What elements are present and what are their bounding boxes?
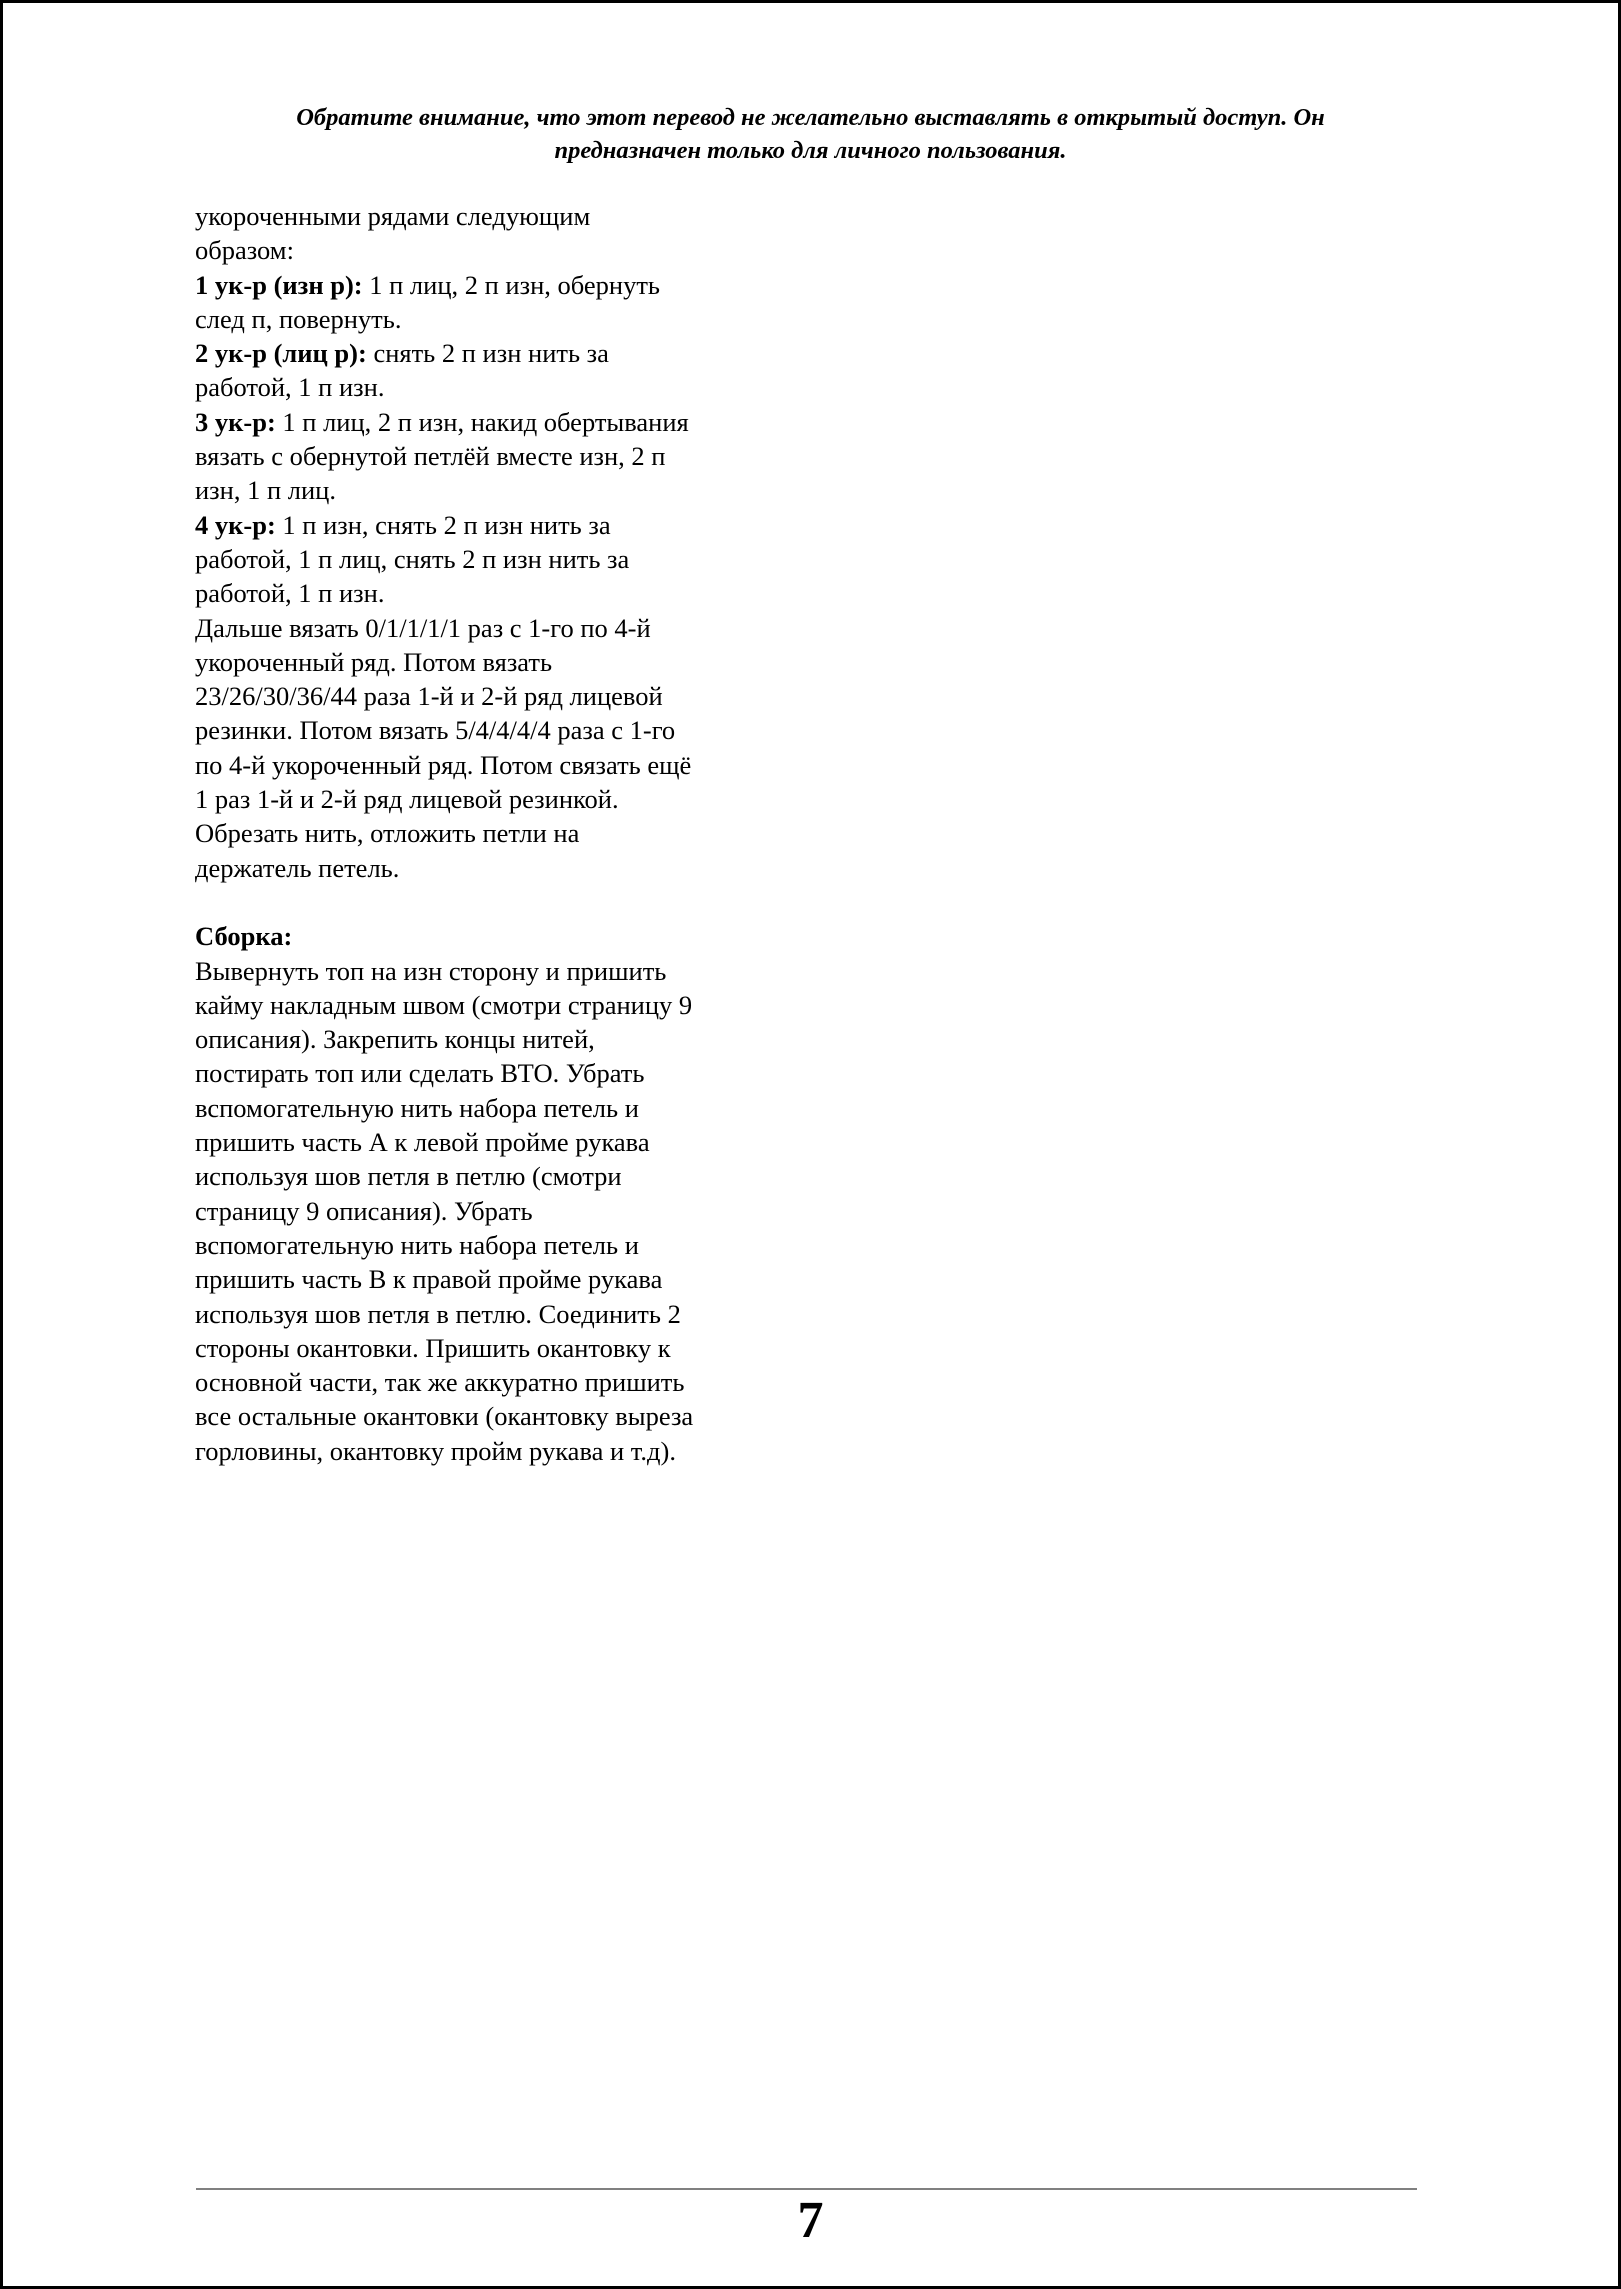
continue-line: по 4-й укороченный ряд. Потом связать ещё [195,749,692,780]
short-row-1-text: 1 п лиц, 2 п изн, обернуть [362,269,661,300]
short-row-4 [195,508,775,542]
short-row-2-continued: работой, 1 п изн. [195,372,385,403]
short-row-3-continued: изн, 1 п лиц. [195,475,336,506]
short-row-3-continued: вязать с обернутой петлёй вместе изн, 2 п [195,441,666,472]
assembly-line: кайму накладным швом (смотри страницу 9 [195,989,693,1020]
assembly-line: все остальные окантовки (окантовку выреза [195,1401,694,1432]
continue-line: резинки. Потом вязать 5/4/4/4/4 раза с 1-го [195,715,676,746]
short-row-2 [195,336,775,370]
short-row-2-text: снять 2 п изн нить за [366,338,609,369]
assembly-line: используя шов петля в петлю (смотри [195,1161,622,1192]
assembly-line: вспомогательную нить набора петель и [195,1092,639,1123]
notice-line-1: Обратите внимание, что этот перевод не желательно выставлять в открытый доступ. Он [296,104,1325,131]
intro-line: образом: [195,235,294,266]
assembly-line: постирать топ или сделать ВТО. Убрать [195,1058,645,1089]
page-number: 7 [797,2192,824,2249]
assembly-line: стороны окантовки. Пришить окантовку к [195,1332,671,1363]
assembly-line: вспомогательную нить набора петель и [195,1229,639,1260]
short-row-3 [195,405,775,439]
paragraph-spacer [195,885,775,919]
continue-line: укороченный ряд. Потом вязать [195,646,553,677]
short-row-3-text: 1 п лиц, 2 п изн, накид обертывания [275,406,689,437]
continue-line: Дальше вязать 0/1/1/1/1 раз с 1-го по 4-й [195,612,651,643]
translation-notice [3,101,1618,167]
assembly-line: пришить часть А к левой пройме рукава [195,1127,650,1158]
short-row-4-text: 1 п изн, снять 2 п изн нить за [275,509,611,540]
assembly-heading-text: Сборка: [195,921,293,952]
notice-line-2: предназначен только для личного пользования. [554,137,1067,164]
assembly-line: описания). Закрепить концы нитей, [195,1024,595,1055]
continue-line: Обрезать нить, отложить петли на [195,818,580,849]
assembly-line: используя шов петля в петлю. Соединить 2 [195,1298,681,1329]
short-row-4-continued: работой, 1 п изн. [195,578,385,609]
continue-line: 1 раз 1-й и 2-й ряд лицевой резинкой. [195,784,619,815]
continue-line: 23/26/30/36/44 раза 1-й и 2-й ряд лицевой [195,681,663,712]
short-row-4-continued: работой, 1 п лиц, снять 2 п изн нить за [195,543,630,574]
assembly-line: горловины, окантовку пройм рукава и т.д). [195,1435,676,1466]
short-row-2-label: 2 ук-р (лиц р): [195,338,367,369]
assembly-heading [195,919,775,953]
footer-divider [196,2188,1417,2190]
intro-line: укороченными рядами следующим [195,201,591,231]
main-text-column [195,199,775,1468]
short-row-1 [195,268,775,302]
continue-line: держатель петель. [195,852,400,883]
assembly-line: страницу 9 описания). Убрать [195,1195,533,1226]
short-row-3-label: 3 ук-р: [195,406,276,437]
assembly-line: пришить часть В к правой пройме рукава [195,1264,663,1295]
assembly-line: основной части, так же аккуратно пришить [195,1367,685,1398]
short-row-4-label: 4 ук-р: [195,509,276,540]
assembly-line: Вывернуть топ на изн сторону и пришить [195,955,667,986]
short-row-1-continued: след п, повернуть. [195,303,402,334]
short-row-1-label: 1 ук-р (изн р): [195,269,363,300]
